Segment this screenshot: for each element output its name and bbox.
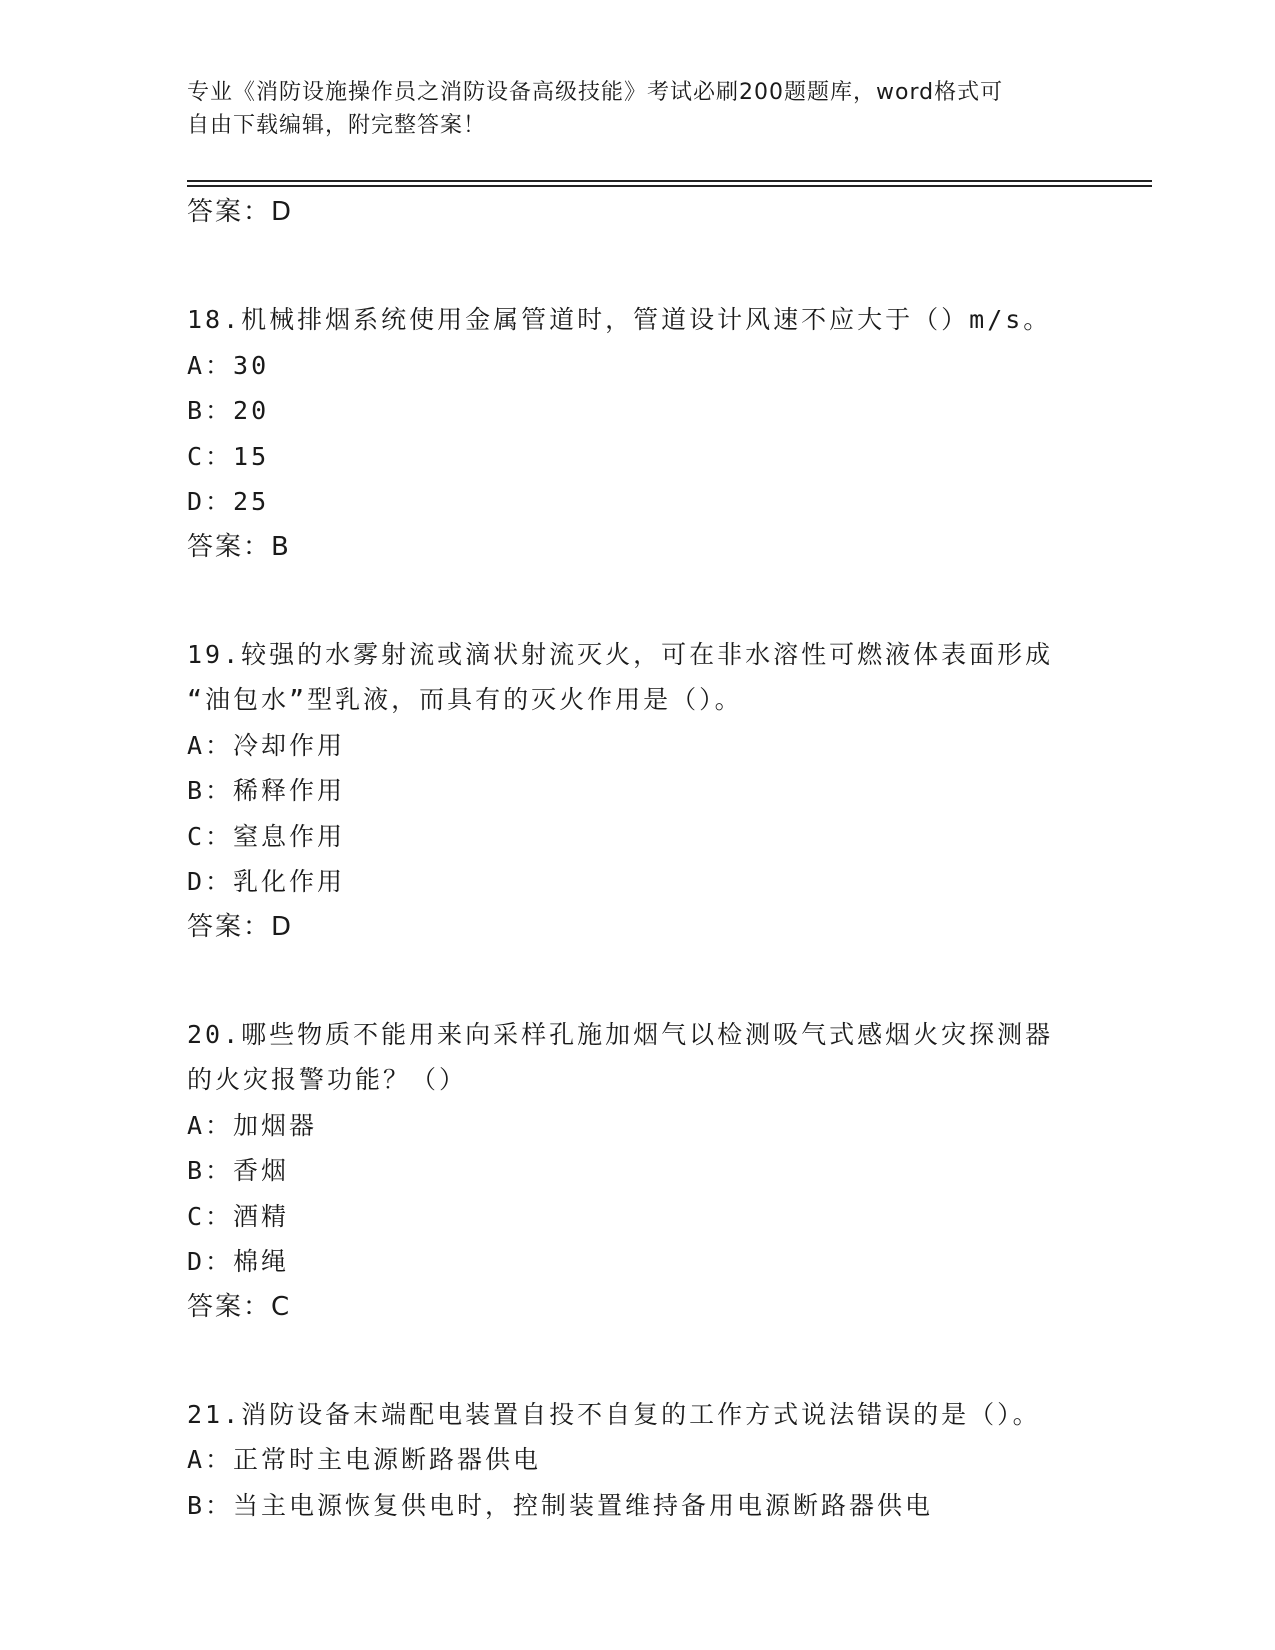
question-text-line-2: 的火灾报警功能？（） bbox=[187, 1065, 468, 1094]
header-line-1: 专业《消防设施操作员之消防设备高级技能》考试必刷200题题库，word格式可 bbox=[187, 80, 1004, 105]
question-text: 18.机械排烟系统使用金属管道时，管道设计风速不应大于（）m/s。 bbox=[187, 305, 1052, 334]
option-c: C：15 bbox=[187, 441, 270, 471]
question-text-line-1: 19.较强的水雾射流或滴状射流灭火，可在非水溶性可燃液体表面形成 bbox=[187, 639, 1054, 669]
option-a: A：30 bbox=[187, 350, 270, 380]
question-20 bbox=[187, 1012, 1087, 1330]
question-21 bbox=[187, 1392, 1087, 1529]
option-a: A：加烟器 bbox=[187, 1110, 318, 1140]
previous-answer: 答案：D bbox=[187, 197, 294, 227]
option-b: B：稀释作用 bbox=[187, 776, 346, 805]
document-header bbox=[187, 76, 1067, 142]
option-c: C：窒息作用 bbox=[187, 821, 346, 851]
question-19 bbox=[187, 632, 1087, 950]
header-divider-bottom bbox=[187, 185, 1152, 187]
option-c: C：酒精 bbox=[187, 1201, 290, 1231]
answer-line: 答案：C bbox=[187, 1291, 292, 1322]
option-b: B：香烟 bbox=[187, 1156, 290, 1185]
question-text-line-2: “油包水”型乳液，而具有的灭火作用是（）。 bbox=[187, 685, 743, 714]
answer-line: 答案：D bbox=[187, 911, 294, 942]
option-b: B：20 bbox=[187, 396, 270, 425]
question-text: 21.消防设备末端配电装置自投不自复的工作方式说法错误的是（）。 bbox=[187, 1399, 1041, 1429]
option-b: B：当主电源恢复供电时，控制装置维持备用电源断路器供电 bbox=[187, 1490, 934, 1520]
option-d: D：棉绳 bbox=[187, 1247, 290, 1276]
question-18 bbox=[187, 297, 1087, 570]
question-list bbox=[187, 190, 1087, 1528]
answer-line: 答案：B bbox=[187, 531, 291, 562]
question-text-line-1: 20.哪些物质不能用来向采样孔施加烟气以检测吸气式感烟火灾探测器 bbox=[187, 1019, 1054, 1049]
option-a: A：正常时主电源断路器供电 bbox=[187, 1445, 542, 1474]
option-a: A：冷却作用 bbox=[187, 730, 346, 760]
option-d: D：25 bbox=[187, 487, 270, 516]
option-d: D：乳化作用 bbox=[187, 867, 346, 896]
header-line-2: 自由下载编辑，附完整答案！ bbox=[187, 113, 487, 138]
header-divider-top bbox=[187, 180, 1152, 182]
